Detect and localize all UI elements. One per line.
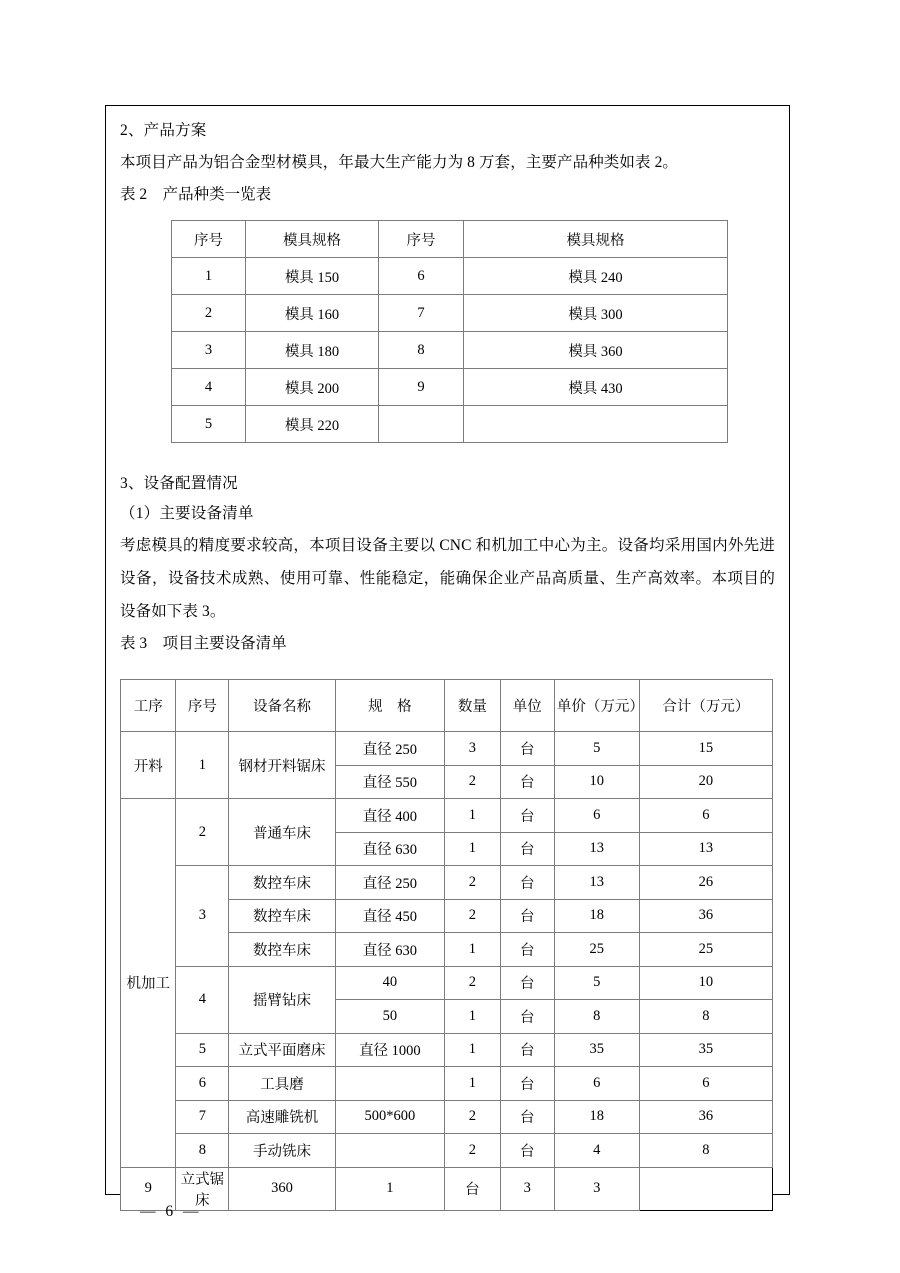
table3-cell-spec-r3: 直径 630 [335,832,445,866]
table3-cell-qty-r6: 1 [445,933,500,967]
table3-cell-unit-r9: 台 [500,1033,554,1067]
table3-cell-price-r4: 13 [554,866,639,900]
table2-cell-r2-c0: 3 [172,332,246,369]
table3-cell-price-r8: 8 [554,1000,639,1034]
spacer [120,210,775,220]
table2-header-cell-1: 模具规格 [246,221,379,258]
table3-cell-unit-r10: 台 [500,1067,554,1101]
table3-cell-process-r0: 开料 [121,732,176,799]
table3-cell-qty-r5: 2 [445,899,500,933]
table3-cell-name-r12: 手动铣床 [229,1134,335,1168]
table3-cell-price-r6: 25 [554,933,639,967]
table3-cell-price-r5: 18 [554,899,639,933]
table3-cell-total-r6: 25 [639,933,772,967]
table-row [172,258,728,295]
table3-cell-spec-r9: 直径 1000 [335,1033,445,1067]
table3-cell-spec-r10 [335,1067,445,1101]
table3-header-cell-7: 合计（万元） [639,680,772,732]
table-row [121,966,773,1000]
table3-cell-name-r2: 普通车床 [229,799,335,866]
table3-cell-spec-r0: 直径 250 [335,732,445,766]
table-row [121,799,773,833]
table3-cell-total-r10: 6 [639,1067,772,1101]
table3-cell-name-r11: 高速雕铣机 [229,1100,335,1134]
table3-cell-price-r12: 4 [554,1134,639,1168]
table3-header-cell-5: 单位 [500,680,554,732]
table3-cell-qty-r8: 1 [445,1000,500,1034]
table2-wrapper [171,220,775,443]
table3-cell-price-r10: 6 [554,1067,639,1101]
table2-header-cell-2: 序号 [379,221,464,258]
table-row [121,732,773,766]
table3-cell-qty-r7: 2 [445,966,500,1000]
table3-cell-spec-r8: 50 [335,1000,445,1034]
spacer [120,443,775,469]
table3-cell-unit-r8: 台 [500,1000,554,1034]
page-number: — 6 — [140,1203,202,1220]
table-row [121,1134,773,1168]
section-heading-equipment-config: 3、设备配置情况 [120,475,238,492]
table2-header-cell-3: 模具规格 [464,221,728,258]
table3-cell-price-r2: 6 [554,799,639,833]
table3-cell-price-r7: 5 [554,966,639,1000]
paragraph-product-plan: 本项目产品为铝合金型材模具，年最大生产能力为 8 万套，主要产品种类如表 2。 [120,154,679,171]
table2-cell-r1-c2: 7 [379,295,464,332]
table3-cell-unit-r5: 台 [500,899,554,933]
table2-cell-r4-c0: 5 [172,406,246,443]
table2-cell-r4-c3 [464,406,728,443]
table3-cell-spec-r1: 直径 550 [335,765,445,799]
table2-cell-r2-c1: 模具 180 [246,332,379,369]
table2-cell-r2-c3: 模具 360 [464,332,728,369]
table2-cell-r3-c0: 4 [172,369,246,406]
table-row [121,1067,773,1101]
table3-cell-no-r10: 6 [176,1067,229,1101]
table-row [172,295,728,332]
table3-cell-no-r2: 2 [176,799,229,866]
table3-caption: 表 3 项目主要设备清单 [120,635,287,652]
document-page-frame [105,105,790,1209]
table3-cell-unit-r0: 台 [500,732,554,766]
table3-cell-spec-r5: 直径 450 [335,899,445,933]
table2-cell-r1-c0: 2 [172,295,246,332]
table2-cell-r1-c3: 模具 300 [464,295,728,332]
table3-cell-total-r12: 8 [639,1134,772,1168]
table3-cell-price-r1: 10 [554,765,639,799]
table3-cell-qty-r3: 1 [445,832,500,866]
table3-cell-price-r9: 35 [554,1033,639,1067]
table-header-row [172,221,728,258]
table3-cell-no-r4: 3 [176,866,229,967]
table-main-equipment-list [120,679,773,1211]
table3-cell-unit-r11: 台 [500,1100,554,1134]
table3-cell-no-r12: 8 [176,1134,229,1168]
table3-cell-total-r0: 15 [639,732,772,766]
table2-caption: 表 2 产品种类一览表 [120,186,272,203]
table3-cell-name-r7: 摇臂钻床 [229,966,335,1033]
spacer [120,659,775,679]
table2-cell-r1-c1: 模具 160 [246,295,379,332]
table3-cell-qty-r4: 2 [445,866,500,900]
table3-wrapper [120,679,775,1211]
table3-cell-total-r13: 3 [554,1167,639,1210]
table3-cell-total-r11: 36 [639,1100,772,1134]
paragraph-equipment-config: 考虑模具的精度要求较高，本项目设备主要以 CNC 和机加工中心为主。设备均采用国内外先进设备，设备技术成熟、使用可靠、性能稳定，能确保企业产品高质量、生产高效率。本项目的设备如下表 3。 [120,537,775,620]
table3-cell-total-r1: 20 [639,765,772,799]
table3-cell-spec-r11: 500*600 [335,1100,445,1134]
table3-header-cell-2: 设备名称 [229,680,335,732]
table3-cell-no-r7: 4 [176,966,229,1033]
table3-cell-process-r2: 机加工 [121,799,176,1168]
table3-cell-unit-r13: 台 [445,1167,500,1210]
table3-cell-total-r4: 26 [639,866,772,900]
table3-header-cell-0: 工序 [121,680,176,732]
table3-cell-total-r7: 10 [639,966,772,1000]
table-row [172,369,728,406]
table2-cell-r0-c2: 6 [379,258,464,295]
table3-cell-total-r2: 6 [639,799,772,833]
table3-cell-total-r8: 8 [639,1000,772,1034]
table3-cell-qty-r1: 2 [445,765,500,799]
table2-cell-r0-c0: 1 [172,258,246,295]
table3-cell-no-r9: 5 [176,1033,229,1067]
table2-cell-r0-c1: 模具 150 [246,258,379,295]
table-header-row [121,680,773,732]
table3-cell-unit-r1: 台 [500,765,554,799]
table3-cell-name-r6: 数控车床 [229,933,335,967]
table3-cell-unit-r6: 台 [500,933,554,967]
table3-cell-total-r9: 35 [639,1033,772,1067]
table3-cell-price-r0: 5 [554,732,639,766]
table3-cell-name-r9: 立式平面磨床 [229,1033,335,1067]
table3-cell-name-r4: 数控车床 [229,866,335,900]
table-row [172,332,728,369]
table3-header-cell-6: 单价（万元） [554,680,639,732]
table3-cell-no-r0: 1 [176,732,229,799]
table3-cell-spec-r4: 直径 250 [335,866,445,900]
table3-cell-qty-r0: 3 [445,732,500,766]
table3-cell-unit-r3: 台 [500,832,554,866]
page-footer [105,1203,790,1221]
table3-cell-unit-r2: 台 [500,799,554,833]
table3-cell-price-r3: 13 [554,832,639,866]
table3-cell-unit-r12: 台 [500,1134,554,1168]
table3-cell-name-r10: 工具磨 [229,1067,335,1101]
table3-cell-qty-r11: 2 [445,1100,500,1134]
table3-header-cell-1: 序号 [176,680,229,732]
table3-cell-spec-r6: 直径 630 [335,933,445,967]
section-heading-product-plan: 2、产品方案 [120,122,207,139]
table3-cell-spec-r13: 360 [229,1167,335,1210]
table3-header-cell-4: 数量 [445,680,500,732]
table2-cell-r3-c1: 模具 200 [246,369,379,406]
table3-cell-total-r5: 36 [639,899,772,933]
table3-cell-unit-r7: 台 [500,966,554,1000]
subheading-main-equipment-list: （1）主要设备清单 [120,505,254,522]
table3-cell-name-r13: 立式锯床 [176,1167,229,1210]
table-row [121,1033,773,1067]
table3-header-cell-3: 规 格 [335,680,445,732]
table3-cell-total-r3: 13 [639,832,772,866]
table3-cell-price-r13: 3 [500,1167,554,1210]
table2-cell-r3-c2: 9 [379,369,464,406]
table2-cell-r0-c3: 模具 240 [464,258,728,295]
table3-cell-spec-r2: 直径 400 [335,799,445,833]
table2-cell-r4-c1: 模具 220 [246,406,379,443]
table3-cell-qty-r12: 2 [445,1134,500,1168]
table-product-categories [171,220,728,443]
table3-cell-no-r11: 7 [176,1100,229,1134]
table3-cell-qty-r2: 1 [445,799,500,833]
table-row [121,866,773,900]
table3-cell-spec-r12 [335,1134,445,1168]
table2-cell-r3-c3: 模具 430 [464,369,728,406]
table3-cell-qty-r9: 1 [445,1033,500,1067]
page-content [106,106,789,1209]
table2-header-cell-0: 序号 [172,221,246,258]
table3-cell-qty-r10: 1 [445,1067,500,1101]
table3-cell-no-r13: 9 [121,1167,176,1210]
table-row [172,406,728,443]
table3-cell-unit-r4: 台 [500,866,554,900]
table3-cell-name-r5: 数控车床 [229,899,335,933]
table2-cell-r2-c2: 8 [379,332,464,369]
table-row [121,1100,773,1134]
table3-cell-spec-r7: 40 [335,966,445,1000]
table3-cell-name-r0: 钢材开料锯床 [229,732,335,799]
table3-cell-qty-r13: 1 [335,1167,445,1210]
table2-cell-r4-c2 [379,406,464,443]
table3-cell-price-r11: 18 [554,1100,639,1134]
